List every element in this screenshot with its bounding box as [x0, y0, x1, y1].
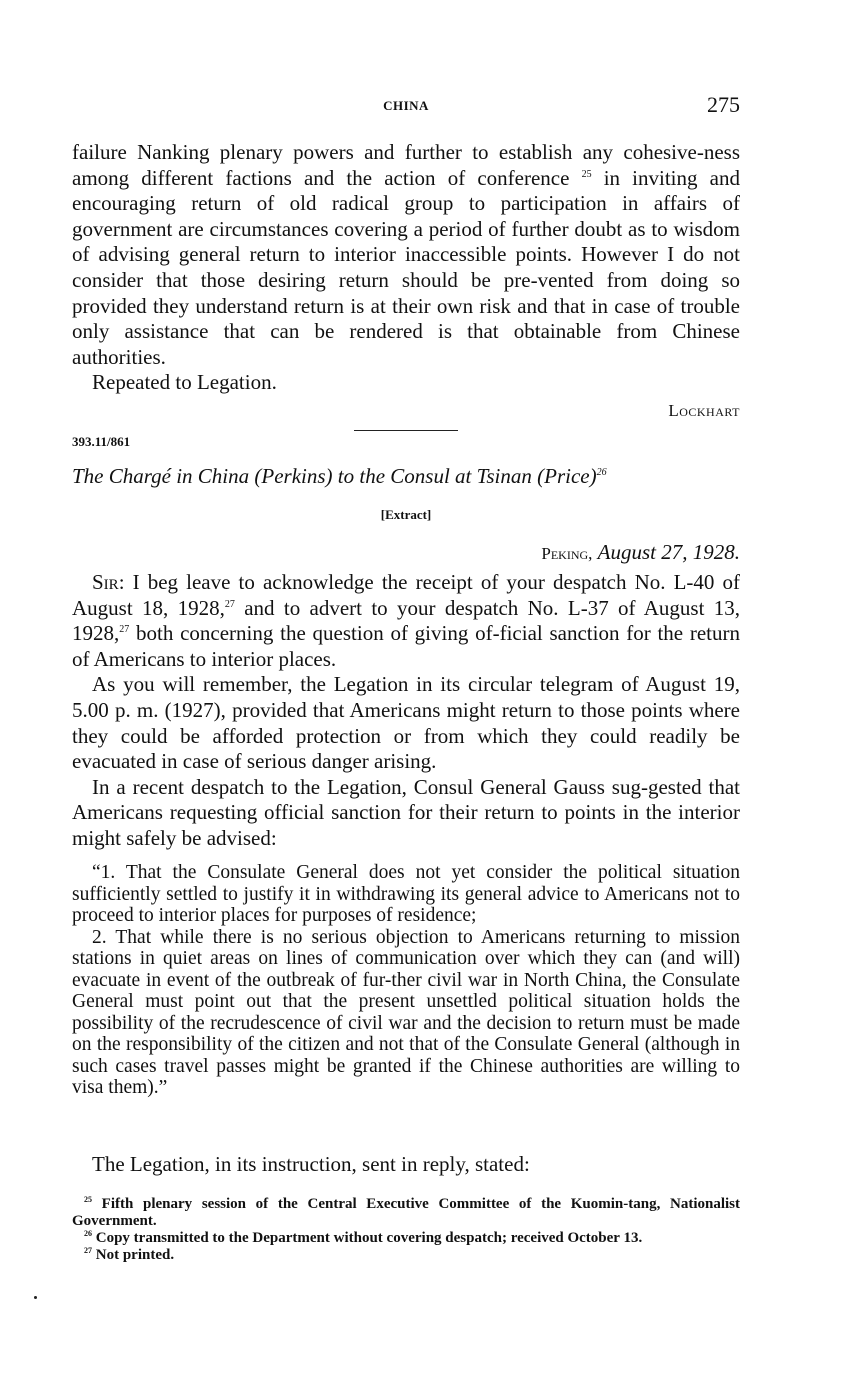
document-title: [72, 464, 740, 489]
section-divider: [354, 430, 458, 431]
footnote: [72, 1247, 740, 1264]
footnote-ref: 26: [596, 467, 607, 478]
running-head: CHINA: [383, 98, 429, 113]
quote-item-2: 2. That while there is no serious objection to Americans returning to mission stations in quiet areas on lines of communication over which they can (and will) evacuate in event of the outbreak of fur-ther civil war in North China, the Consulate General must point out that the present unsettled political situation holds the possibility of the recrudescence of civil war and the decision to return must be made on the responsibility of the citizen and not that of the Consulate General (although in such cases travel passes might be granted if the Chinese authorities are willing to visa them).”: [72, 926, 740, 1098]
footnote-text: Not printed.: [95, 1247, 175, 1263]
footnote-text: Copy transmitted to the Department without covering despatch; received October 13.: [95, 1230, 643, 1246]
text-run: failure Nanking plenary powers and further to establish any cohesive-ness among different factions and the action of conference: [72, 140, 740, 190]
text-run: : I beg leave to acknowledge the receipt of your despatch No. L-40 of August 18, 1928,: [72, 570, 740, 620]
text-run: in inviting and encouraging return of old radical group to participation in affairs of government are circumstances covering a period of further doubt as to wisdom of advising general return to interior inaccessible points. However I do not consider that those desiring return should be pre-vented from doing so provided they understand return is at their own risk and that in case of trouble only assistance that can be rendered is that obtainable from Chinese authorities.: [72, 165, 740, 369]
footnote: [72, 1196, 740, 1230]
salutation: Sir: [92, 570, 119, 594]
page-header: [72, 92, 740, 122]
text-run: both concerning the question of giving of-ficial sanction for the return of Americans to interior places.: [72, 621, 740, 671]
letter-body: [72, 570, 740, 852]
text-run: and to advert to your despatch No. L-37 of August 13, 1928,: [72, 595, 740, 646]
place: Peking,: [541, 544, 593, 563]
letter-closing: [72, 1152, 740, 1178]
footnote-text: Fifth plenary session of the Central Executive Committee of the Kuomin-tang, Nationalist Government.: [72, 1196, 741, 1229]
footnote-mark: 26: [84, 1229, 92, 1238]
telegram-continuation: [72, 140, 740, 424]
letter-paragraph: In a recent despatch to the Legation, Consul General Gauss sug-gested that Americans requesting official sanction for their return to points in the interior might safely be advised:: [72, 774, 740, 850]
footnote-mark: 27: [84, 1246, 92, 1255]
quote-item-1: “1. That the Consulate General does not yet consider the political situation sufficiently settled to justify it in withdrawing its general advice to Americans not to proceed to interior places for purposes of residence;: [72, 862, 740, 926]
footnote: [72, 1230, 740, 1247]
letter-paragraph: As you will remember, the Legation in its circular telegram of August 19, 5.00 p. m. (1927), provided that Americans might return to those points where they could be afforded protection or from which they could readily be evacuated in case of serious danger arising.: [72, 672, 740, 774]
footnotes: [72, 1196, 740, 1264]
file-number: 393.11/861: [72, 434, 131, 449]
quoted-advice: [72, 862, 740, 1099]
signature: Lockhart: [668, 400, 740, 420]
title-text: The Chargé in China (Perkins) to the Consul at Tsinan (Price): [72, 464, 597, 488]
footnote-ref: 27: [224, 598, 235, 610]
footnote-ref: 25: [581, 168, 592, 180]
footnote-mark: 25: [84, 1195, 92, 1204]
page-number: 275: [707, 92, 740, 117]
extract-label: [Extract]: [380, 507, 432, 522]
repeated-to-legation: Repeated to Legation.: [92, 370, 277, 395]
scan-speck: [34, 1296, 37, 1299]
telegram-paragraph: [72, 140, 740, 370]
date: August 27, 1928.: [597, 540, 740, 564]
letter-paragraph: The Legation, in its instruction, sent in reply, stated:: [92, 1152, 530, 1176]
dateline: [72, 540, 740, 565]
footnote-ref: 27: [119, 624, 130, 636]
letter-paragraph: [72, 570, 740, 672]
